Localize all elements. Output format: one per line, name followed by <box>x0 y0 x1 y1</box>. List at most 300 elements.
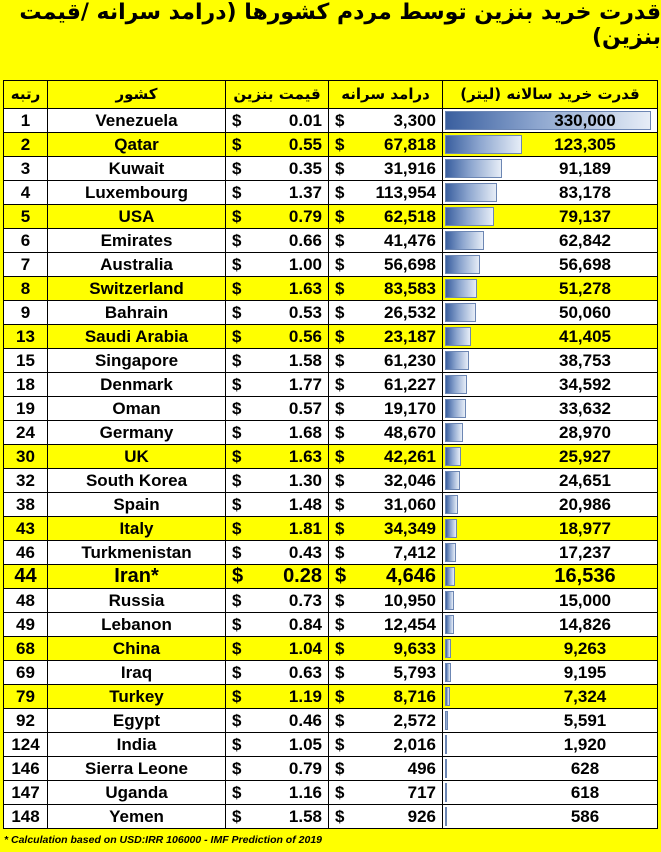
income-cell <box>329 133 443 157</box>
income-value: 41,476 <box>384 231 436 250</box>
rank-cell: 48 <box>4 589 48 613</box>
price-value: 0.55 <box>288 135 322 154</box>
income-cell <box>329 517 443 541</box>
income-value: 62,518 <box>384 207 436 226</box>
price-cell <box>226 205 329 229</box>
capacity-value: 17,237 <box>559 543 611 562</box>
table-row <box>4 445 658 469</box>
capacity-value: 7,324 <box>563 687 607 706</box>
price-value: 1.77 <box>288 375 322 394</box>
income-cell <box>329 589 443 613</box>
income-cell <box>329 565 443 589</box>
table-row <box>4 781 658 805</box>
currency-symbol: $ <box>232 159 242 178</box>
capacity-cell <box>443 637 658 661</box>
table-row <box>4 565 658 589</box>
header-capacity: قدرت خرید سالانه (لیتر) <box>443 81 658 109</box>
country-cell: Sierra Leone <box>48 757 226 781</box>
rank-cell: 49 <box>4 613 48 637</box>
capacity-cell <box>443 397 658 421</box>
income-value: 56,698 <box>384 255 436 274</box>
country-cell: Bahrain <box>48 301 226 325</box>
country-cell: Qatar <box>48 133 226 157</box>
capacity-cell <box>443 661 658 685</box>
capacity-cell <box>443 445 658 469</box>
income-value: 113,954 <box>375 183 436 202</box>
income-cell <box>329 325 443 349</box>
capacity-cell <box>443 109 658 133</box>
currency-symbol: $ <box>232 399 242 418</box>
capacity-cell <box>443 541 658 565</box>
currency-symbol: $ <box>335 135 345 154</box>
capacity-cell <box>443 373 658 397</box>
table-row <box>4 421 658 445</box>
income-value: 32,046 <box>384 471 436 490</box>
country-cell: Lebanon <box>48 613 226 637</box>
capacity-value: 16,536 <box>554 565 616 587</box>
rank-cell: 24 <box>4 421 48 445</box>
currency-symbol: $ <box>232 565 244 587</box>
rank-cell: 32 <box>4 469 48 493</box>
price-cell <box>226 733 329 757</box>
currency-symbol: $ <box>232 279 242 298</box>
currency-symbol: $ <box>335 231 345 250</box>
price-cell <box>226 229 329 253</box>
price-value: 1.68 <box>288 423 322 442</box>
capacity-value: 1,920 <box>563 735 607 754</box>
income-value: 26,532 <box>384 303 436 322</box>
rank-cell: 38 <box>4 493 48 517</box>
rank-cell: 7 <box>4 253 48 277</box>
currency-symbol: $ <box>335 711 345 730</box>
table-row <box>4 661 658 685</box>
rank-cell: 124 <box>4 733 48 757</box>
capacity-value: 628 <box>570 759 600 778</box>
price-value: 0.73 <box>288 591 322 610</box>
income-cell <box>329 757 443 781</box>
currency-symbol: $ <box>232 183 242 202</box>
rank-cell: 148 <box>4 805 48 829</box>
currency-symbol: $ <box>335 423 345 442</box>
price-value: 0.01 <box>288 111 322 130</box>
price-cell <box>226 397 329 421</box>
capacity-value: 25,927 <box>559 447 611 466</box>
table-row <box>4 205 658 229</box>
currency-symbol: $ <box>335 495 345 514</box>
income-cell <box>329 493 443 517</box>
income-cell <box>329 709 443 733</box>
country-cell: India <box>48 733 226 757</box>
rank-cell: 1 <box>4 109 48 133</box>
currency-symbol: $ <box>232 543 242 562</box>
table-row <box>4 229 658 253</box>
income-cell <box>329 205 443 229</box>
data-table <box>3 80 658 829</box>
currency-symbol: $ <box>232 591 242 610</box>
country-cell: Iraq <box>48 661 226 685</box>
currency-symbol: $ <box>232 735 242 754</box>
currency-symbol: $ <box>232 711 242 730</box>
capacity-cell <box>443 253 658 277</box>
currency-symbol: $ <box>232 495 242 514</box>
capacity-value: 15,000 <box>559 591 611 610</box>
country-cell: Egypt <box>48 709 226 733</box>
country-cell: Turkmenistan <box>48 541 226 565</box>
price-cell <box>226 133 329 157</box>
income-value: 61,230 <box>384 351 436 370</box>
currency-symbol: $ <box>232 255 242 274</box>
table-row <box>4 373 658 397</box>
rank-cell: 44 <box>4 565 48 589</box>
table-row <box>4 109 658 133</box>
country-cell: Italy <box>48 517 226 541</box>
price-cell <box>226 517 329 541</box>
capacity-cell <box>443 157 658 181</box>
page-title: قدرت خرید بنزین توسط مردم کشورها (درامد سرانه /قیمت بنزین) <box>19 0 661 50</box>
income-value: 7,412 <box>393 543 436 562</box>
price-cell <box>226 661 329 685</box>
currency-symbol: $ <box>232 351 242 370</box>
currency-symbol: $ <box>232 783 242 802</box>
price-cell <box>226 781 329 805</box>
capacity-cell <box>443 517 658 541</box>
currency-symbol: $ <box>335 519 345 538</box>
table-row <box>4 397 658 421</box>
capacity-cell <box>443 709 658 733</box>
capacity-cell <box>443 733 658 757</box>
capacity-value: 5,591 <box>563 711 607 730</box>
income-cell <box>329 781 443 805</box>
income-value: 496 <box>407 759 436 778</box>
income-cell <box>329 109 443 133</box>
price-value: 1.58 <box>288 807 322 826</box>
income-value: 48,670 <box>384 423 436 442</box>
header-country: کشور <box>48 81 226 109</box>
currency-symbol: $ <box>335 543 345 562</box>
footnote: * Calculation based on USD:IRR 106000 - IMF Prediction of 2019 <box>4 834 322 846</box>
currency-symbol: $ <box>335 399 345 418</box>
rank-cell: 69 <box>4 661 48 685</box>
price-cell <box>226 589 329 613</box>
rank-cell: 146 <box>4 757 48 781</box>
currency-symbol: $ <box>335 255 345 274</box>
price-value: 0.84 <box>288 615 322 634</box>
price-value: 1.16 <box>288 783 322 802</box>
capacity-cell <box>443 493 658 517</box>
country-cell: Oman <box>48 397 226 421</box>
capacity-cell <box>443 133 658 157</box>
country-cell: Denmark <box>48 373 226 397</box>
rank-cell: 18 <box>4 373 48 397</box>
table-row <box>4 181 658 205</box>
rank-cell: 43 <box>4 517 48 541</box>
table-row <box>4 757 658 781</box>
capacity-cell <box>443 229 658 253</box>
price-cell <box>226 277 329 301</box>
capacity-value: 9,195 <box>563 663 607 682</box>
currency-symbol: $ <box>335 783 345 802</box>
country-cell: USA <box>48 205 226 229</box>
income-value: 2,572 <box>393 711 436 730</box>
header-row <box>4 81 658 109</box>
price-cell <box>226 421 329 445</box>
currency-symbol: $ <box>335 807 345 826</box>
table-row <box>4 541 658 565</box>
currency-symbol: $ <box>335 687 345 706</box>
currency-symbol: $ <box>335 565 347 587</box>
table-row <box>4 589 658 613</box>
price-cell <box>226 685 329 709</box>
country-cell: Emirates <box>48 229 226 253</box>
currency-symbol: $ <box>232 231 242 250</box>
price-value: 0.57 <box>288 399 322 418</box>
rank-cell: 9 <box>4 301 48 325</box>
capacity-value: 34,592 <box>559 375 611 394</box>
currency-symbol: $ <box>232 687 242 706</box>
income-cell <box>329 733 443 757</box>
price-cell <box>226 805 329 829</box>
country-cell: Russia <box>48 589 226 613</box>
price-value: 1.19 <box>288 687 322 706</box>
capacity-value: 9,263 <box>563 639 607 658</box>
income-cell <box>329 445 443 469</box>
income-value: 3,300 <box>393 111 436 130</box>
rank-cell: 5 <box>4 205 48 229</box>
income-cell <box>329 805 443 829</box>
table-row <box>4 253 658 277</box>
capacity-cell <box>443 205 658 229</box>
country-cell: Germany <box>48 421 226 445</box>
currency-symbol: $ <box>335 351 345 370</box>
capacity-cell <box>443 181 658 205</box>
price-value: 0.35 <box>288 159 322 178</box>
country-cell: Turkey <box>48 685 226 709</box>
table-row <box>4 709 658 733</box>
price-value: 1.30 <box>288 471 322 490</box>
currency-symbol: $ <box>335 591 345 610</box>
table-row <box>4 637 658 661</box>
capacity-cell <box>443 757 658 781</box>
table-row <box>4 613 658 637</box>
country-cell: South Korea <box>48 469 226 493</box>
table-row <box>4 493 658 517</box>
price-cell <box>226 109 329 133</box>
income-cell <box>329 253 443 277</box>
price-cell <box>226 445 329 469</box>
currency-symbol: $ <box>335 327 345 346</box>
header-income: درامد سرانه <box>329 81 443 109</box>
price-value: 0.28 <box>283 565 322 587</box>
price-value: 0.46 <box>288 711 322 730</box>
income-value: 2,016 <box>393 735 436 754</box>
currency-symbol: $ <box>335 159 345 178</box>
capacity-cell <box>443 277 658 301</box>
rank-cell: 68 <box>4 637 48 661</box>
income-value: 23,187 <box>384 327 436 346</box>
capacity-value: 62,842 <box>559 231 611 250</box>
currency-symbol: $ <box>335 279 345 298</box>
price-cell <box>226 157 329 181</box>
capacity-cell <box>443 805 658 829</box>
country-cell: Yemen <box>48 805 226 829</box>
capacity-value: 56,698 <box>559 255 611 274</box>
price-value: 1.63 <box>288 279 322 298</box>
table-row <box>4 469 658 493</box>
income-value: 31,916 <box>384 159 436 178</box>
capacity-cell <box>443 565 658 589</box>
price-value: 0.56 <box>288 327 322 346</box>
country-cell: Iran* <box>48 565 226 589</box>
currency-symbol: $ <box>335 207 345 226</box>
capacity-value: 18,977 <box>559 519 611 538</box>
currency-symbol: $ <box>232 471 242 490</box>
rank-cell: 19 <box>4 397 48 421</box>
rank-cell: 4 <box>4 181 48 205</box>
income-cell <box>329 181 443 205</box>
rank-cell: 79 <box>4 685 48 709</box>
currency-symbol: $ <box>335 639 345 658</box>
currency-symbol: $ <box>335 615 345 634</box>
price-value: 1.58 <box>288 351 322 370</box>
currency-symbol: $ <box>232 639 242 658</box>
table-row <box>4 733 658 757</box>
income-value: 10,950 <box>384 591 436 610</box>
capacity-cell <box>443 781 658 805</box>
country-cell: Luxembourg <box>48 181 226 205</box>
header-price: قیمت بنزین <box>226 81 329 109</box>
income-cell <box>329 541 443 565</box>
capacity-value: 123,305 <box>554 135 616 154</box>
capacity-value: 91,189 <box>559 159 611 178</box>
income-cell <box>329 277 443 301</box>
currency-symbol: $ <box>335 303 345 322</box>
income-cell <box>329 373 443 397</box>
table-row <box>4 301 658 325</box>
currency-symbol: $ <box>232 207 242 226</box>
price-value: 1.81 <box>288 519 322 538</box>
income-value: 8,716 <box>393 687 436 706</box>
capacity-cell <box>443 421 658 445</box>
price-value: 1.00 <box>288 255 322 274</box>
rank-cell: 30 <box>4 445 48 469</box>
currency-symbol: $ <box>232 327 242 346</box>
table-row <box>4 517 658 541</box>
income-cell <box>329 685 443 709</box>
capacity-value: 28,970 <box>559 423 611 442</box>
country-cell: China <box>48 637 226 661</box>
price-cell <box>226 637 329 661</box>
income-value: 67,818 <box>384 135 436 154</box>
income-value: 926 <box>407 807 436 826</box>
table-body <box>4 109 658 829</box>
capacity-value: 20,986 <box>559 495 611 514</box>
capacity-value: 33,632 <box>559 399 611 418</box>
capacity-cell <box>443 613 658 637</box>
capacity-cell <box>443 685 658 709</box>
country-cell: Kuwait <box>48 157 226 181</box>
currency-symbol: $ <box>232 807 242 826</box>
capacity-value: 51,278 <box>559 279 611 298</box>
rank-cell: 3 <box>4 157 48 181</box>
country-cell: Singapore <box>48 349 226 373</box>
income-value: 19,170 <box>384 399 436 418</box>
income-cell <box>329 469 443 493</box>
rank-cell: 13 <box>4 325 48 349</box>
currency-symbol: $ <box>232 423 242 442</box>
currency-symbol: $ <box>232 135 242 154</box>
price-value: 1.63 <box>288 447 322 466</box>
income-cell <box>329 349 443 373</box>
currency-symbol: $ <box>335 447 345 466</box>
currency-symbol: $ <box>232 111 242 130</box>
currency-symbol: $ <box>232 759 242 778</box>
price-value: 0.79 <box>288 207 322 226</box>
income-value: 4,646 <box>385 565 436 587</box>
price-value: 1.05 <box>288 735 322 754</box>
currency-symbol: $ <box>335 183 345 202</box>
table-row <box>4 805 658 829</box>
price-cell <box>226 349 329 373</box>
capacity-value: 24,651 <box>559 471 611 490</box>
capacity-value: 14,826 <box>559 615 611 634</box>
income-cell <box>329 157 443 181</box>
price-value: 0.43 <box>288 543 322 562</box>
income-value: 9,633 <box>393 639 436 658</box>
rank-cell: 15 <box>4 349 48 373</box>
currency-symbol: $ <box>232 663 242 682</box>
price-cell <box>226 709 329 733</box>
price-value: 0.79 <box>288 759 322 778</box>
currency-symbol: $ <box>232 375 242 394</box>
country-cell: UK <box>48 445 226 469</box>
income-value: 31,060 <box>384 495 436 514</box>
currency-symbol: $ <box>335 111 345 130</box>
table-row <box>4 325 658 349</box>
table-row <box>4 133 658 157</box>
price-value: 0.66 <box>288 231 322 250</box>
country-cell: Saudi Arabia <box>48 325 226 349</box>
rank-cell: 92 <box>4 709 48 733</box>
rank-cell: 6 <box>4 229 48 253</box>
capacity-cell <box>443 301 658 325</box>
price-value: 1.48 <box>288 495 322 514</box>
rank-cell: 46 <box>4 541 48 565</box>
price-cell <box>226 373 329 397</box>
price-value: 1.37 <box>288 183 322 202</box>
income-value: 717 <box>407 783 436 802</box>
price-cell <box>226 325 329 349</box>
rank-cell: 2 <box>4 133 48 157</box>
country-cell: Australia <box>48 253 226 277</box>
price-cell <box>226 613 329 637</box>
capacity-value: 38,753 <box>559 351 611 370</box>
table-row <box>4 349 658 373</box>
capacity-cell <box>443 349 658 373</box>
price-value: 1.04 <box>288 639 322 658</box>
price-value: 0.63 <box>288 663 322 682</box>
income-cell <box>329 397 443 421</box>
income-cell <box>329 229 443 253</box>
currency-symbol: $ <box>335 471 345 490</box>
capacity-cell <box>443 325 658 349</box>
income-value: 5,793 <box>393 663 436 682</box>
income-value: 61,227 <box>384 375 436 394</box>
capacity-value: 79,137 <box>559 207 611 226</box>
table-row <box>4 157 658 181</box>
capacity-value: 330,000 <box>554 111 616 130</box>
country-cell: Uganda <box>48 781 226 805</box>
price-cell <box>226 757 329 781</box>
